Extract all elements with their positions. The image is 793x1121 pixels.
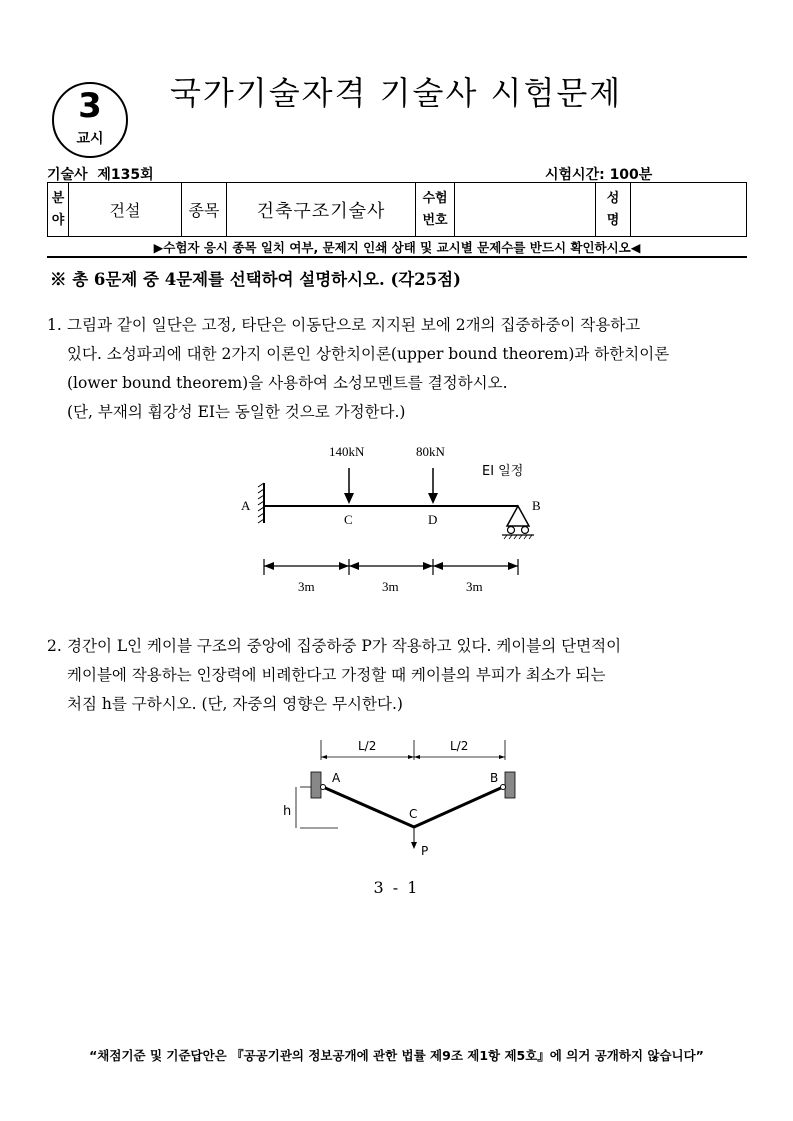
item-label: 종목 bbox=[182, 183, 227, 237]
question-1 bbox=[47, 311, 752, 427]
load-arrow-c bbox=[344, 468, 354, 504]
question-2 bbox=[47, 632, 752, 719]
left-wall bbox=[311, 772, 321, 798]
cable-right bbox=[414, 787, 503, 827]
divider bbox=[47, 256, 747, 258]
exam-time: 시험시간: 100분 bbox=[545, 167, 653, 183]
question-line: 있다. 소성파괴에 대한 2가지 이론인 상한치이론(upper bound theorem)과 하한치이론 bbox=[67, 345, 670, 363]
beam-figure bbox=[230, 438, 560, 603]
exam-info-table bbox=[47, 182, 747, 237]
exam-category: 기술사 제135회 bbox=[47, 167, 154, 183]
dimension-line bbox=[321, 740, 505, 760]
load-label-p: P bbox=[421, 844, 429, 858]
question-line: 경간이 L인 케이블 구조의 중앙에 집중하중 P가 작용하고 있다. 케이블의 단면적이 bbox=[67, 637, 622, 655]
question-line: 그림과 같이 일단은 고정, 타단은 이동단으로 지지된 보에 2개의 집중하중이 작용하고 bbox=[67, 316, 641, 334]
exam-number-field[interactable] bbox=[455, 183, 596, 237]
field-label-cell: 분야 bbox=[48, 183, 69, 237]
footer-notice: “채점기준 및 기준답안은 『공공기관의 정보공개에 관한 법률 제9조 제1항 제5호』에 의거 공개하지 않습니다” bbox=[89, 1048, 704, 1063]
point-label-b: B bbox=[532, 498, 541, 513]
point-label-d: D bbox=[428, 512, 438, 527]
page-title: 국가기술자격 기술사 시험문제 bbox=[170, 74, 623, 112]
sag-label: h bbox=[283, 804, 292, 819]
page-number: 3 - 1 bbox=[373, 878, 420, 897]
name-field[interactable] bbox=[631, 183, 747, 237]
ei-note: EI 일정 bbox=[482, 464, 524, 479]
point-label-b: B bbox=[490, 771, 499, 785]
load-arrow-p bbox=[411, 827, 417, 849]
exam-number-label-cell: 수험 번호 bbox=[416, 183, 455, 237]
question-line: (lower bound theorem)을 사용하여 소성모멘트를 결정하시오. bbox=[67, 374, 508, 392]
anchor-a bbox=[321, 785, 326, 790]
question-line: 처짐 h를 구하시오. (단, 자중의 영향은 무시한다.) bbox=[67, 695, 403, 713]
half-span-left-label: L/2 bbox=[358, 739, 377, 753]
item-value: 건축구조기술사 bbox=[227, 183, 416, 237]
notice-text: ▶수험자 응시 종목 일치 여부, 문제지 인쇄 상태 및 교시별 문제수를 반드시 확인하시오◀ bbox=[153, 240, 641, 255]
right-wall bbox=[505, 772, 515, 798]
load-label-c: 140kN bbox=[329, 444, 365, 459]
span-label-1: 3m bbox=[298, 579, 315, 594]
point-label-a: A bbox=[241, 498, 251, 513]
half-span-right-label: L/2 bbox=[450, 739, 469, 753]
point-label-c: C bbox=[344, 512, 353, 527]
point-label-a: A bbox=[332, 771, 341, 785]
question-number: 2. bbox=[47, 637, 62, 655]
point-label-c: C bbox=[409, 807, 418, 821]
span-label-3: 3m bbox=[466, 579, 483, 594]
fixed-support bbox=[258, 483, 264, 523]
name-label-cell: 성 명 bbox=[596, 183, 631, 237]
session-label: 교시 bbox=[76, 131, 104, 147]
dimension-line bbox=[264, 559, 518, 575]
anchor-b bbox=[501, 785, 506, 790]
instruction-text: ※ 총 6문제 중 4문제를 선택하여 설명하시오. (각25점) bbox=[50, 270, 461, 289]
cable-left bbox=[323, 787, 414, 827]
question-line: (단, 부재의 휨강성 EI는 동일한 것으로 가정한다.) bbox=[67, 403, 406, 421]
span-label-2: 3m bbox=[382, 579, 399, 594]
session-number: 3 bbox=[78, 86, 102, 126]
question-number: 1. bbox=[47, 316, 62, 334]
question-line: 케이블에 작용하는 인장력에 비례한다고 가정할 때 케이블의 부피가 최소가 되는 bbox=[67, 666, 606, 684]
roller-support bbox=[502, 506, 534, 539]
load-arrow-d bbox=[428, 468, 438, 504]
load-label-d: 80kN bbox=[416, 444, 445, 459]
field-value: 건설 bbox=[69, 183, 182, 237]
cable-figure bbox=[270, 730, 520, 860]
